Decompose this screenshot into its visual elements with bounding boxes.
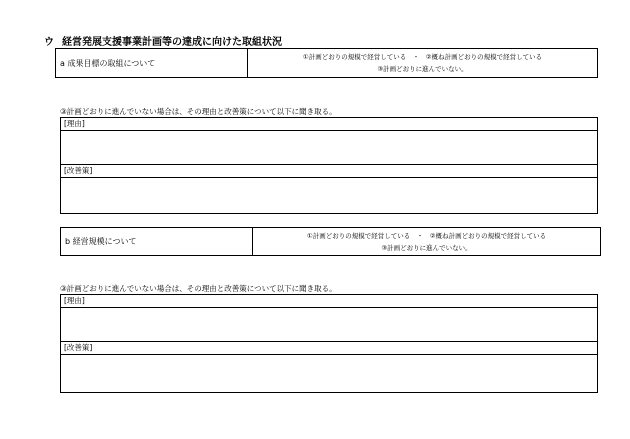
choice-options-a[interactable] [248,49,597,77]
option-line1-a[interactable]: ①計画どおりの規模で経営している ・ ②概ね計画どおりの規模で経営している [302,53,543,61]
improve-label-a: [改善策] [61,165,597,178]
option-line1-b[interactable]: ①計画どおりの規模で経営している ・ ②概ね計画どおりの規模で経営している [306,231,547,240]
reason-label-a: [理由] [61,118,597,131]
choice-options-b[interactable] [253,228,600,255]
choice-row-b [60,227,601,256]
reason-label-b: [理由] [61,295,597,308]
section-title: 経営発展支援事業計画等の達成に向けた取組状況 [62,37,282,48]
section-heading [44,33,282,48]
option-line2-a[interactable]: ③計画どおりに進んでいない。 [377,65,468,73]
choice-row-a [55,48,598,78]
note-a: ③計画どおりに進んでいない場合は、その理由と改善策について以下に聞き取る。 [60,107,337,116]
improve-box-b[interactable] [60,342,598,393]
choice-label-a: a 成果目標の取組について [56,49,248,77]
note-b: ③計画どおりに進んでいない場合は、その理由と改善策について以下に聞き取る。 [60,284,337,293]
option-line2-b[interactable]: ③計画どおりに進んでいない。 [381,243,472,252]
choice-label-b: b 経営規模について [61,228,253,255]
reason-box-a[interactable] [60,117,598,165]
section-marker: ウ [44,37,54,48]
improve-box-a[interactable] [60,165,598,214]
reason-box-b[interactable] [60,294,598,342]
improve-label-b: [改善策] [61,342,597,355]
